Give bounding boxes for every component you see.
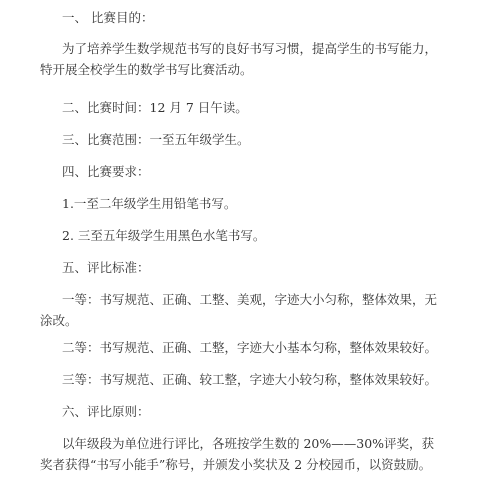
third-prize-criteria: 三等：书写规范、正确、较工整，字迹大小较匀称，整体效果较好。 [62,372,438,387]
section5-heading: 五、评比标准： [62,260,150,275]
section2-time: 二、比赛时间：12 月 7 日午读。 [62,100,248,115]
section3-scope: 三、比赛范围：一至五年级学生。 [62,132,250,147]
first-prize-criteria: 一等：书写规范、正确、工整、美观，字迹大小匀称，整体效果，无涂改。 [40,292,438,328]
requirement-2: 2. 三至五年级学生用黑色水笔书写。 [62,228,266,243]
section6-heading: 六、评比原则： [62,404,150,419]
section4-heading: 四、比赛要求： [62,164,150,179]
requirement-1: 1.一至二年级学生用铅笔书写。 [62,196,237,211]
section1-paragraph: 为了培养学生数学规范书写的良好书写习惯，提高学生的书写能力，特开展全校学生的数学书写比赛活动。 [40,41,438,77]
second-prize-criteria: 二等：书写规范、正确、工整，字迹大小基本匀称，整体效果较好。 [62,340,438,355]
principle-paragraph: 以年级段为单位进行评比，各班按学生数的 20%——30%评奖，获奖者获得“书写小能手”称号，并颁发小奖状及 2 分校园币，以资鼓励。 [40,436,435,472]
section1-heading: 一、 比赛目的： [62,10,154,25]
